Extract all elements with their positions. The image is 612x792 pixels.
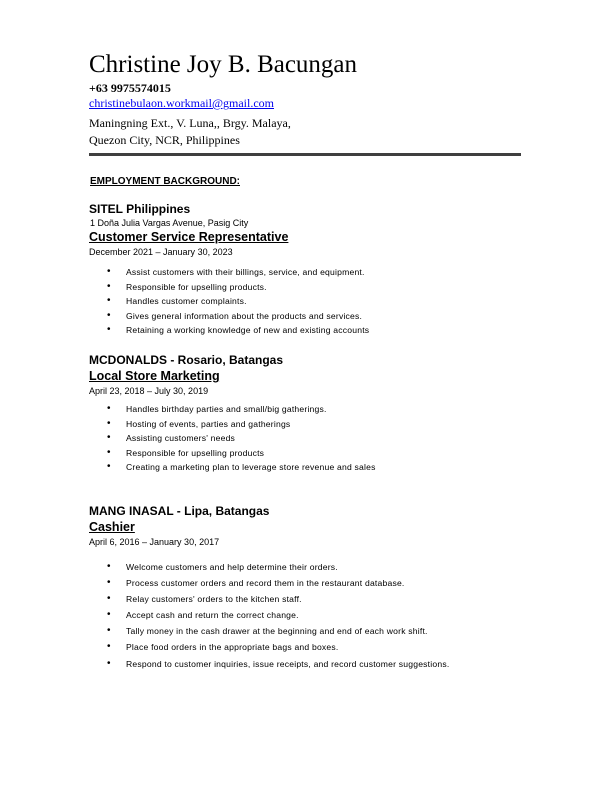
phone-number: +63 9975574015 bbox=[89, 81, 171, 95]
list-item: • Handles birthday parties and small/big gatherings. bbox=[89, 402, 376, 417]
job-role: Local Store Marketing bbox=[89, 369, 220, 383]
address-line-2: Quezon City, NCR, Philippines bbox=[89, 133, 240, 147]
list-item: • Accept cash and return the correct change. bbox=[89, 607, 449, 623]
section-heading: EMPLOYMENT BACKGROUND: bbox=[90, 176, 240, 187]
job-dates: April 23, 2018 – July 30, 2019 bbox=[89, 386, 209, 396]
list-item: • Assisting customers' needs bbox=[89, 431, 376, 446]
address-line-1: Maningning Ext., V. Luna,, Brgy. Malaya, bbox=[89, 116, 291, 130]
duties-list bbox=[89, 402, 376, 475]
company-name: MCDONALDS - Rosario, Batangas bbox=[89, 353, 284, 367]
list-item: • Creating a marketing plan to leverage store revenue and sales bbox=[89, 460, 376, 475]
company-name: MANG INASAL - Lipa, Batangas bbox=[89, 504, 270, 518]
address bbox=[89, 115, 291, 149]
email-link[interactable]: christinebulaon.workmail@gmail.com bbox=[89, 96, 275, 110]
duties-list bbox=[89, 559, 449, 672]
list-item: • Retaining a working knowledge of new and existing accounts bbox=[89, 323, 369, 338]
list-item: • Tally money in the cash drawer at the beginning and end of each work shift. bbox=[89, 623, 449, 639]
list-item: • Assist customers with their billings, service, and equipment. bbox=[89, 265, 369, 280]
job-sitel bbox=[89, 202, 369, 338]
job-dates: April 6, 2016 – January 30, 2017 bbox=[89, 537, 220, 547]
list-item: • Gives general information about the products and services. bbox=[89, 309, 369, 324]
list-item: • Process customer orders and record them in the restaurant database. bbox=[89, 575, 449, 591]
company-name: SITEL Philippines bbox=[89, 202, 191, 216]
header-divider bbox=[89, 153, 521, 156]
job-dates: December 2021 – January 30, 2023 bbox=[89, 247, 233, 257]
list-item: • Responsible for upselling products. bbox=[89, 280, 369, 295]
applicant-name: Christine Joy B. Bacungan bbox=[89, 51, 358, 78]
list-item: • Handles customer complaints. bbox=[89, 294, 369, 309]
job-mang-inasal bbox=[89, 504, 449, 672]
company-address: 1 Doña Julia Vargas Avenue, Pasig City bbox=[90, 218, 249, 228]
job-role: Cashier bbox=[89, 520, 135, 534]
duties-list bbox=[89, 265, 369, 338]
list-item: • Responsible for upselling products bbox=[89, 446, 376, 461]
list-item: • Respond to customer inquiries, issue receipts, and record customer suggestions. bbox=[89, 656, 449, 672]
list-item: • Hosting of events, parties and gatherings bbox=[89, 417, 376, 432]
list-item: • Place food orders in the appropriate bags and boxes. bbox=[89, 639, 449, 655]
list-item: • Welcome customers and help determine their orders. bbox=[89, 559, 449, 575]
job-role: Customer Service Representative bbox=[89, 230, 289, 244]
job-mcdonalds bbox=[89, 353, 376, 475]
list-item: • Relay customers' orders to the kitchen staff. bbox=[89, 591, 449, 607]
